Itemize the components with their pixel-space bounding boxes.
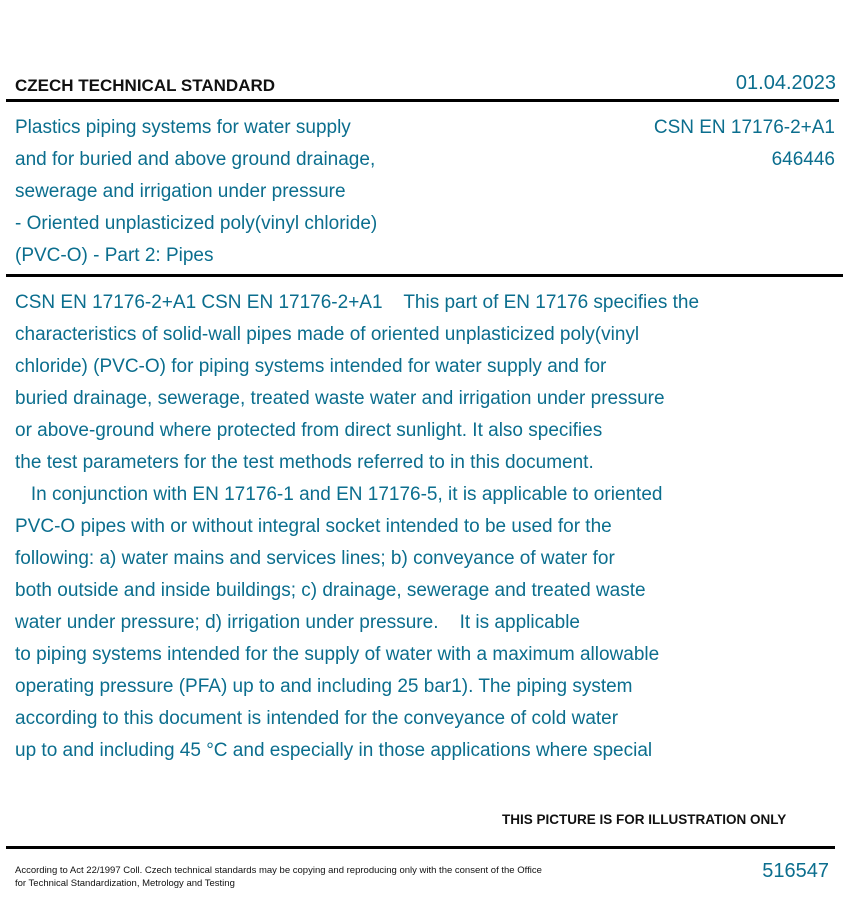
abstract-line: characteristics of solid-wall pipes made of oriented unplasticized poly(vinyl (15, 324, 640, 345)
abstract-line: following: a) water mains and services lines; b) conveyance of water for (15, 548, 615, 569)
abstract-line: water under pressure; d) irrigation under pressure. It is applicable (15, 612, 580, 633)
abstract-line: up to and including 45 °C and especially in those applications where special (15, 740, 653, 761)
title-line: - Oriented unplasticized poly(vinyl chloride) (15, 213, 378, 234)
publication-date: 01.04.2023 (735, 72, 836, 94)
title-line: and for buried and above ground drainage, (15, 149, 376, 170)
abstract-line: or above-ground where protected from direct sunlight. It also specifies (15, 420, 603, 441)
abstract-line: both outside and inside buildings; c) drainage, sewerage and treated waste (15, 580, 646, 601)
abstract-line: In conjunction with EN 17176-1 and EN 17176-5, it is applicable to oriented (15, 484, 663, 505)
abstract-line: CSN EN 17176-2+A1 CSN EN 17176-2+A1 This part of EN 17176 specifies the (15, 292, 700, 313)
classification-number: 646446 (771, 149, 835, 170)
abstract-line: according to this document is intended for the conveyance of cold water (15, 708, 619, 729)
legal-notice-line: for Technical Standardization, Metrology and Testing (15, 878, 235, 889)
abstract-line: PVC-O pipes with or without integral socket intended to be used for the (15, 516, 612, 537)
title-line: sewerage and irrigation under pressure (15, 181, 346, 202)
illustration-disclaimer: THIS PICTURE IS FOR ILLUSTRATION ONLY (502, 812, 787, 827)
title-line: (PVC-O) - Part 2: Pipes (15, 245, 214, 266)
header-divider (6, 99, 839, 102)
footer-divider (6, 846, 835, 849)
abstract-line: the test parameters for the test methods referred to in this document. (15, 452, 594, 473)
document-number: 516547 (762, 860, 829, 882)
title-line: Plastics piping systems for water supply (15, 117, 351, 138)
abstract-line: buried drainage, sewerage, treated waste water and irrigation under pressure (15, 388, 665, 409)
abstract-line: to piping systems intended for the supply of water with a maximum allowable (15, 644, 660, 665)
abstract-line: chloride) (PVC-O) for piping systems intended for water supply and for (15, 356, 607, 377)
title-divider (6, 274, 843, 277)
document-type-label: CZECH TECHNICAL STANDARD (15, 76, 276, 95)
abstract-line: operating pressure (PFA) up to and including 25 bar1). The piping system (15, 676, 633, 697)
standard-code: CSN EN 17176-2+A1 (653, 117, 835, 138)
legal-notice-line: According to Act 22/1997 Coll. Czech technical standards may be copying and reproducing only with the consent of the Office (15, 865, 542, 876)
